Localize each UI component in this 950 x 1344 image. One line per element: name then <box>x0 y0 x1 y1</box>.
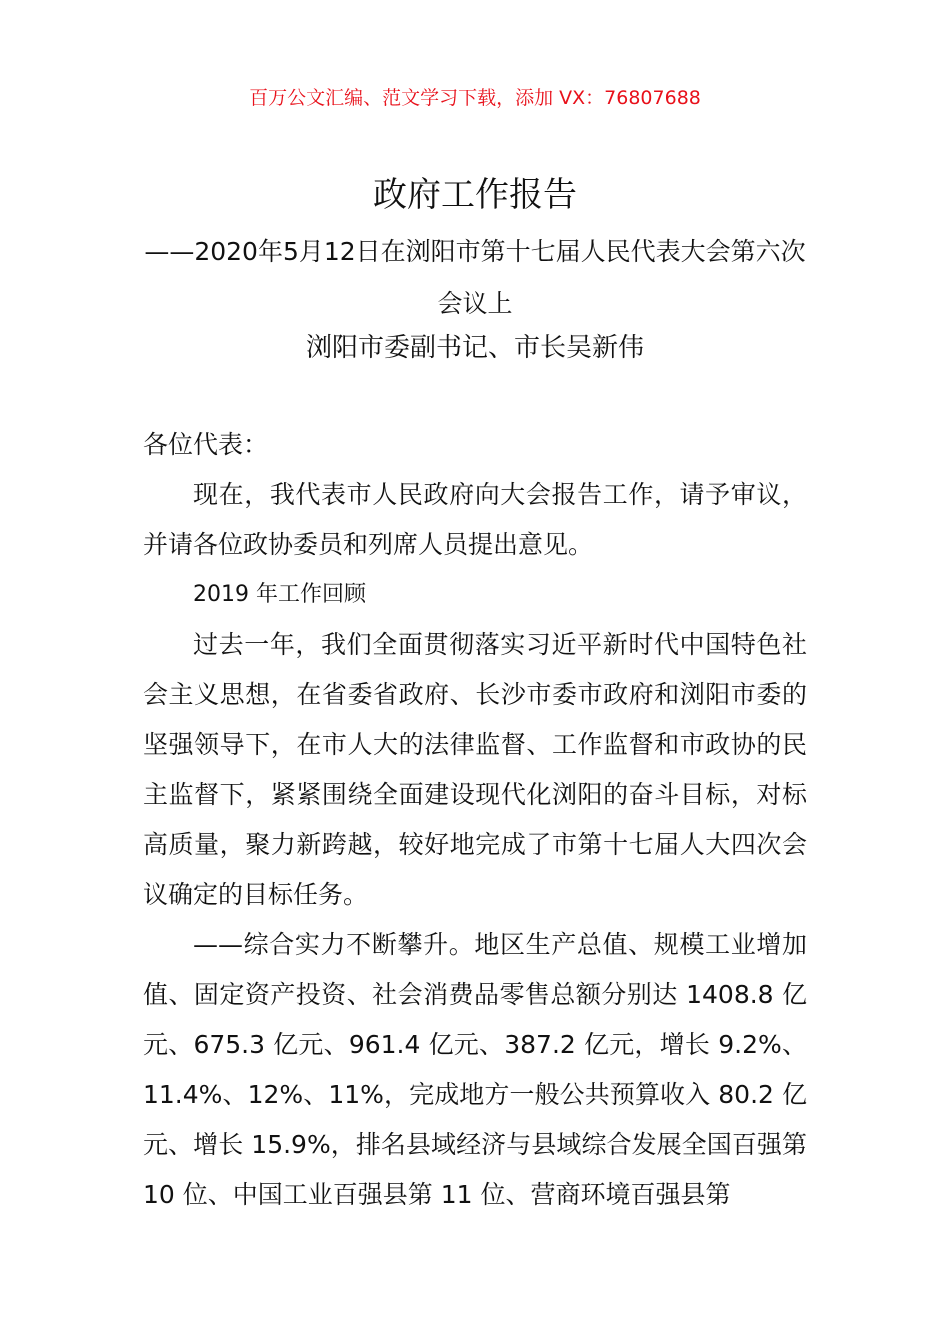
document-body <box>143 420 807 1220</box>
section-heading: 2019 年工作回顾 <box>193 582 366 607</box>
paragraph-intro: 现在，我代表市人民政府向大会报告工作，请予审议，并请各位政协委员和列席人员提出意见。 <box>143 480 807 559</box>
document-title: 政府工作报告 <box>373 175 577 215</box>
salutation: 各位代表： <box>143 430 269 459</box>
document-author: 浏阳市委副书记、市长吴新伟 <box>305 333 644 363</box>
paragraph-strength: ——综合实力不断攀升。地区生产总值、规模工业增加值、固定资产投资、社会消费品零售总额分别达 1408.8 亿元、675.3 亿元、961.4 亿元、387.2 亿元，增长 9.2%、11.4%、12%、11%，完成地方一般公共预算收入 80.2 亿元、增长 15.9%，排名县域经济与县域综合发展全国百强第 10 位、中国工业百强县第 11 位、营商环境百强县第 <box>143 930 807 1209</box>
promo-banner: 百万公文汇编、范文学习下载，添加 VX：76807688 <box>249 87 701 109</box>
paragraph-review: 过去一年，我们全面贯彻落实习近平新时代中国特色社会主义思想，在省委省政府、长沙市委市政府和浏阳市委的坚强领导下，在市人大的法律监督、工作监督和市政协的民主监督下，紧紧围绕全面建设现代化浏阳的奋斗目标，对标高质量，聚力新跨越，较好地完成了市第十七届人大四次会议确定的目标任务。 <box>143 630 807 909</box>
document-subtitle: ——2020年5月12日在浏阳市第十七届人民代表大会第六次会议上 <box>144 237 806 318</box>
